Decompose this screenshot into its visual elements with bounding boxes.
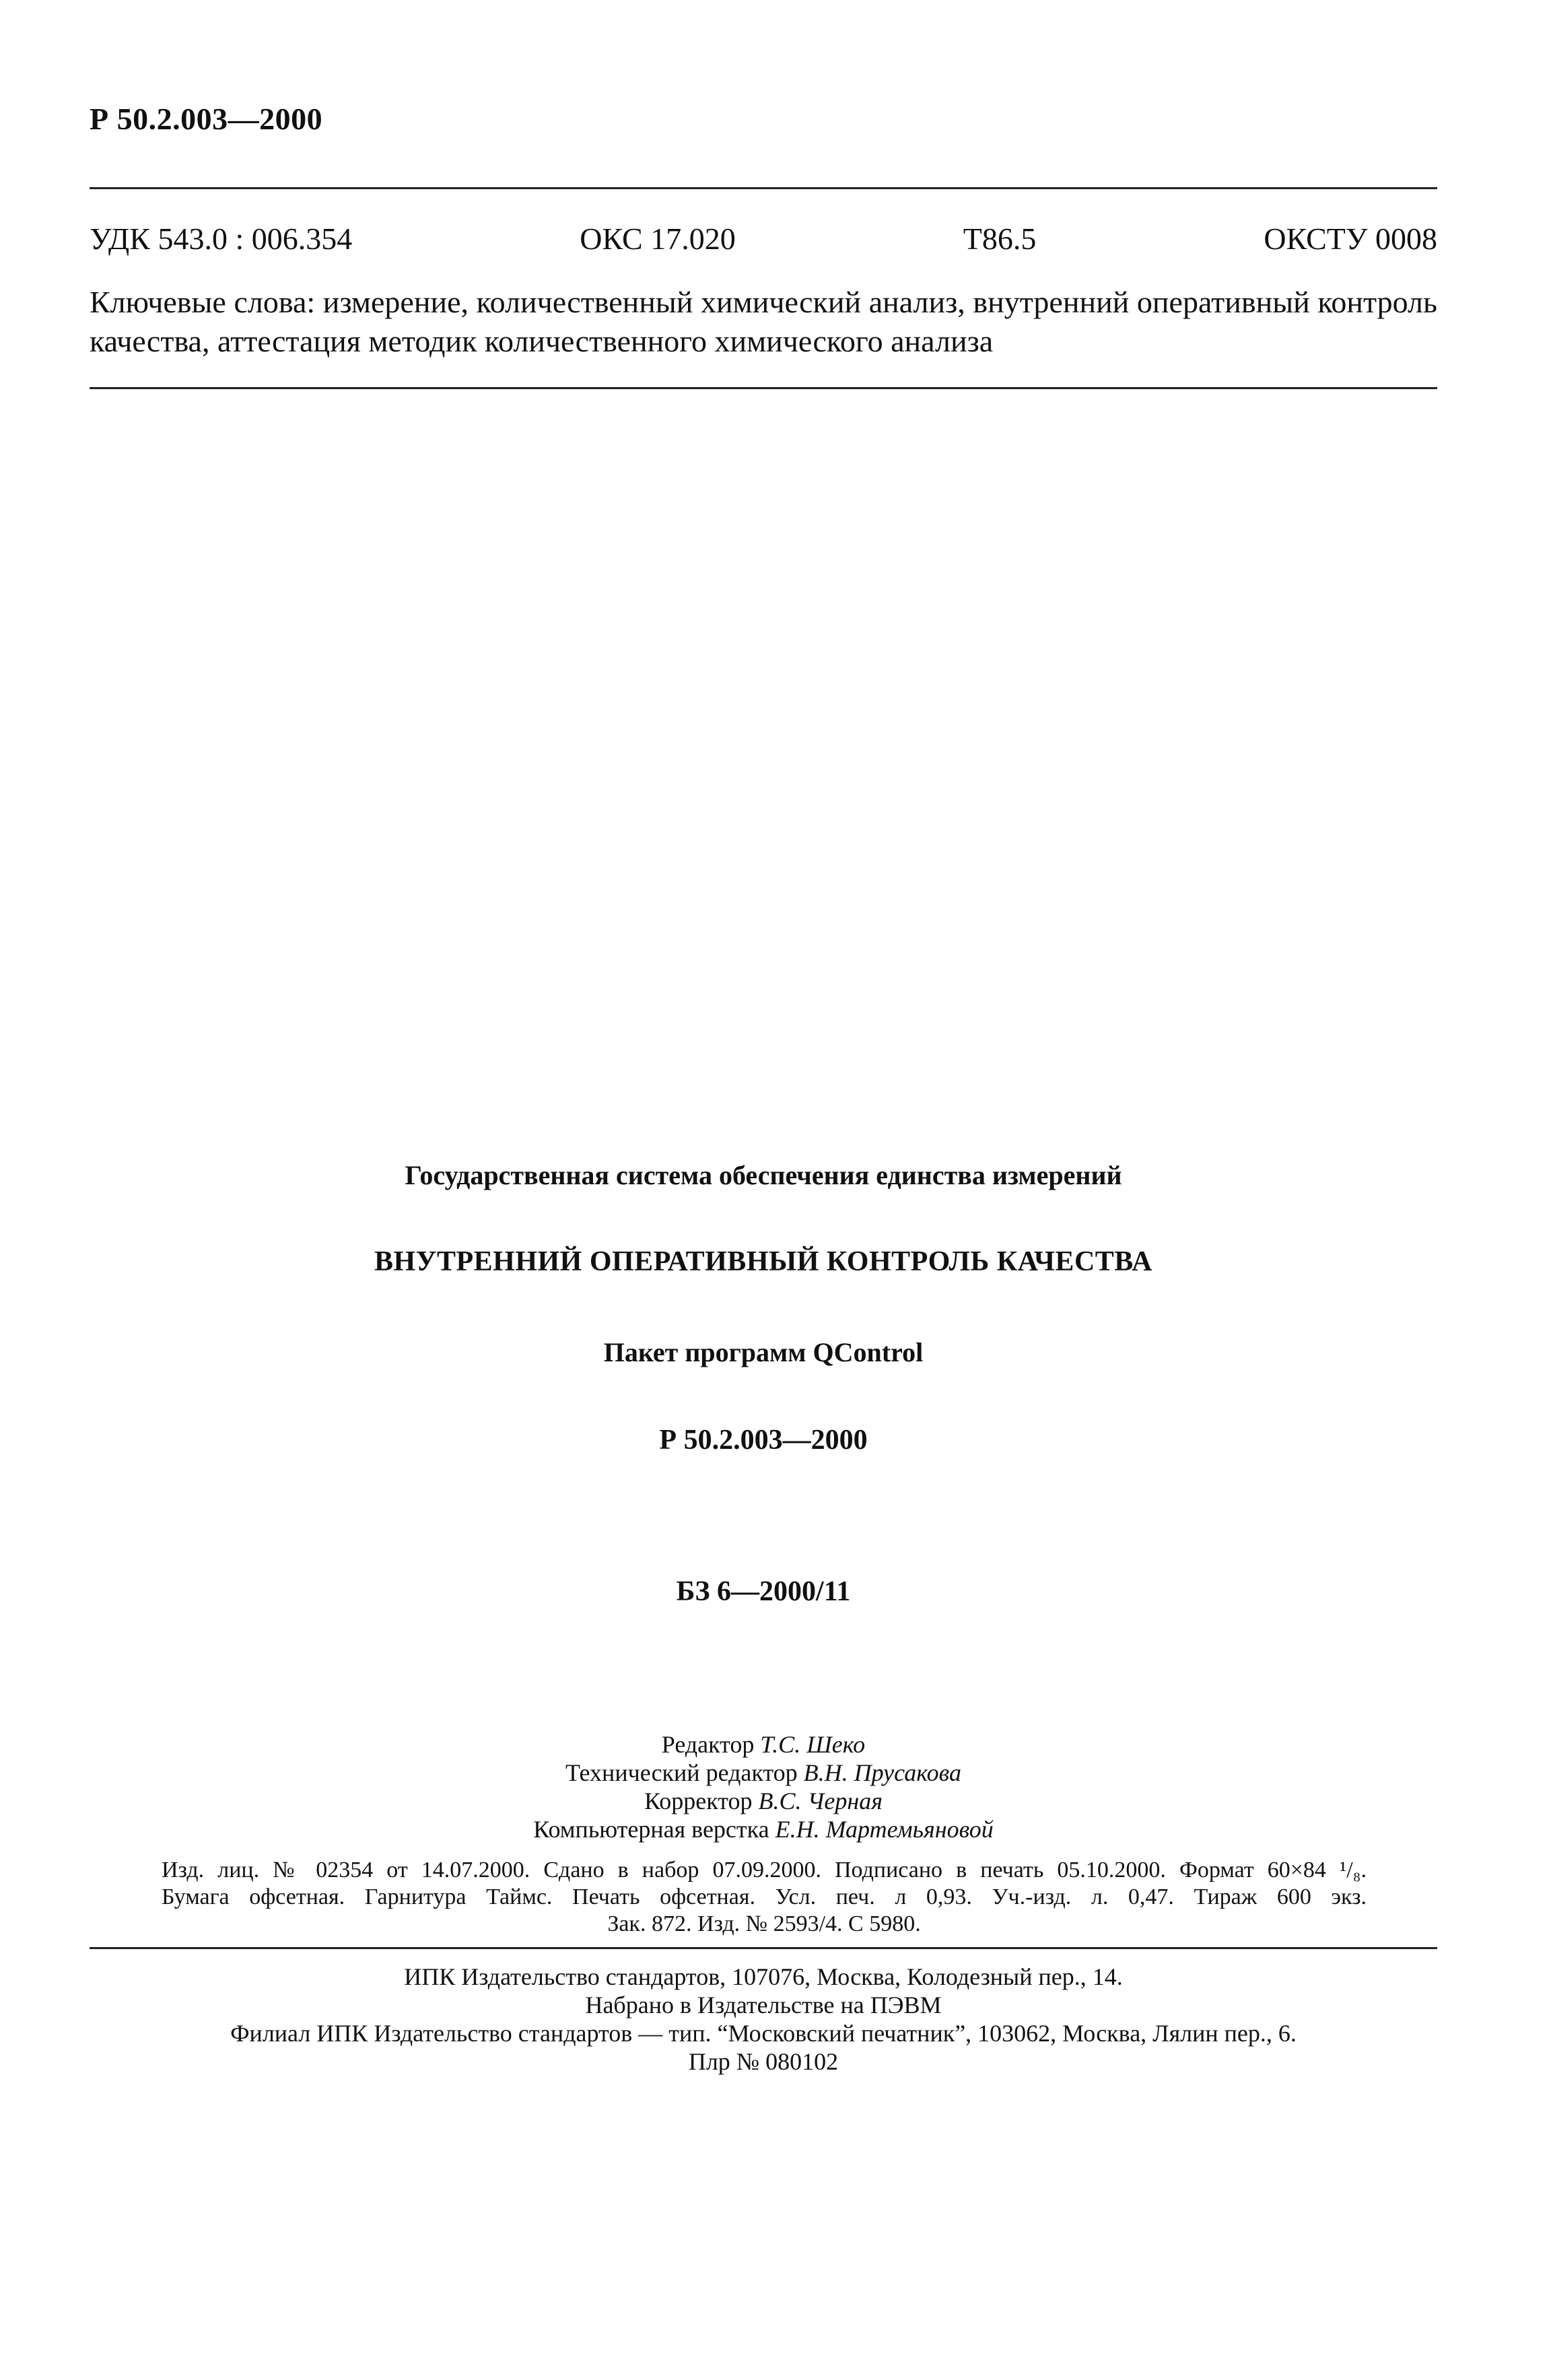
credit-role: Корректор bbox=[644, 1788, 753, 1814]
credit-name: Е.Н. Мартемьяновой bbox=[775, 1816, 994, 1843]
publisher-line-4: Плр № 080102 bbox=[688, 2048, 839, 2075]
publisher-block bbox=[90, 1963, 1437, 2076]
keywords-divider bbox=[90, 387, 1437, 389]
standard-code: Р 50.2.003—2000 bbox=[659, 1425, 868, 1456]
imprint-divider bbox=[90, 1947, 1437, 1949]
imprint-line-1: Изд. лиц. № 02354 от 14.07.2000. Сдано в набор 07.09.2000. Подписано в печать 05.10.2000. Формат 60×84 ¹/₈. bbox=[162, 1858, 1367, 1882]
top-divider bbox=[90, 187, 1437, 189]
series-title: Государственная система обеспечения единства измерений bbox=[405, 1160, 1122, 1190]
okstu-code: ОКСТУ 0008 bbox=[1264, 222, 1437, 256]
publisher-line-2: Набрано в Издательстве на ПЭВМ bbox=[585, 1992, 942, 2018]
document-code: Р 50.2.003—2000 bbox=[90, 102, 323, 136]
credit-corrector bbox=[90, 1787, 1437, 1815]
imprint-line-3: Зак. 872. Изд. № 2593/4. С 5980. bbox=[607, 1911, 921, 1936]
credit-editor bbox=[90, 1730, 1437, 1759]
group-code: Т86.5 bbox=[963, 222, 1037, 256]
main-title: ВНУТРЕННИЙ ОПЕРАТИВНЫЙ КОНТРОЛЬ КАЧЕСТВА bbox=[374, 1246, 1152, 1277]
credit-role: Технический редактор bbox=[565, 1759, 798, 1786]
bz-number: БЗ 6—2000/11 bbox=[676, 1576, 851, 1607]
oks-code: ОКС 17.020 bbox=[580, 222, 736, 256]
credits-block bbox=[90, 1730, 1437, 1843]
credit-layout bbox=[90, 1815, 1437, 1843]
credit-role: Компьютерная верстка bbox=[533, 1816, 769, 1843]
publisher-line-1: ИПК Издательство стандартов, 107076, Москва, Колодезный пер., 14. bbox=[404, 1963, 1123, 1990]
imprint-line-2: Бумага офсетная. Гарнитура Таймс. Печать офсетная. Усл. печ. л 0,93. Уч.-изд. л. 0,47. Тираж 600 экз. bbox=[162, 1884, 1367, 1909]
imprint-block bbox=[162, 1857, 1367, 1938]
udk-code: УДК 543.0 : 006.354 bbox=[90, 222, 353, 256]
subtitle: Пакет программ QControl bbox=[603, 1337, 924, 1367]
classification-row bbox=[90, 221, 1437, 257]
credit-name: В.Н. Прусакова bbox=[803, 1759, 962, 1786]
keywords-text: Ключевые слова: измерение, количественный химический анализ, внутренний оперативный контроль качества, аттестация методик количественного химического анализа bbox=[90, 285, 1437, 358]
publisher-line-3: Филиал ИПК Издательство стандартов — тип. “Московский печатник”, 103062, Москва, Лялин пер., 6. bbox=[230, 2020, 1297, 2047]
credit-name: В.С. Черная bbox=[758, 1788, 883, 1814]
credit-role: Редактор bbox=[661, 1731, 755, 1758]
credit-tech-editor bbox=[90, 1759, 1437, 1787]
credit-name: Т.С. Шеко bbox=[760, 1731, 866, 1758]
